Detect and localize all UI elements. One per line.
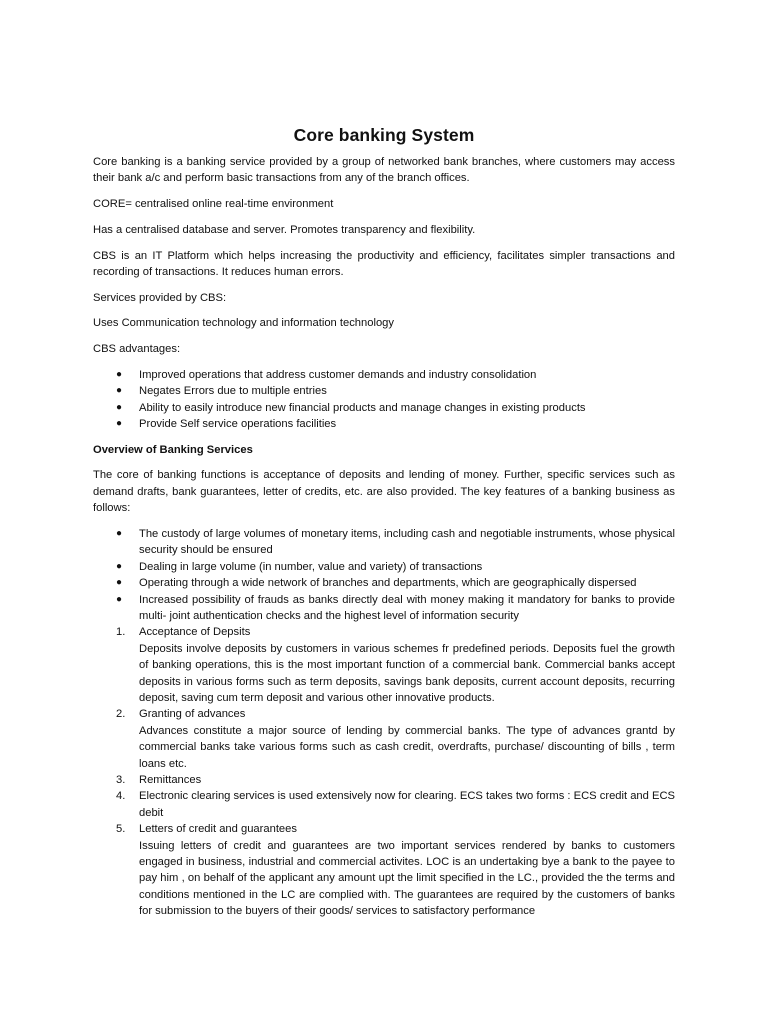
advantage-item [93,367,675,383]
bullet-icon: ● [116,577,123,589]
numbered-item [93,821,675,919]
item-number: 4. [116,790,126,803]
advantage-text: Provide Self service operations facilities [139,417,337,430]
bullet-icon: ● [116,368,123,380]
bullet-icon: ● [116,401,123,413]
numbered-item [93,788,675,821]
item-heading: Acceptance of Depsits [139,626,251,639]
document-content [93,124,675,920]
advantage-text: Improved operations that address customer demands and industry consolidation [139,368,537,381]
feature-text: Dealing in large volume (in number, value and variety) of transactions [139,560,483,573]
cbs-platform-paragraph: CBS is an IT Platform which helps increasing the productivity and efficiency, facilitates simpler transactions and recording of transactions. It reduces human errors. [93,249,675,278]
bullet-icon: ● [116,527,123,539]
bullet-icon: ● [116,560,123,572]
bullet-icon: ● [116,593,123,605]
item-number: 2. [116,708,126,721]
core-definition: CORE= centralised online real-time environment [93,198,334,211]
item-heading: Remittances [139,773,202,786]
item-number: 5. [116,823,126,836]
advantage-item [93,416,675,432]
banking-services-list [93,624,675,919]
feature-item [93,575,675,591]
feature-item [93,526,675,559]
numbered-item [93,706,675,772]
advantage-text: Ability to easily introduce new financial products and manage changes in existing products [139,401,586,414]
numbered-item [93,624,675,706]
feature-item [93,592,675,625]
bullet-icon: ● [116,385,123,397]
advantages-label: CBS advantages: [93,343,181,356]
item-number: 3. [116,773,126,786]
advantages-list [93,367,675,433]
features-list [93,526,675,624]
intro-paragraph: Core banking is a banking service provided by a group of networked bank branches, where customers may access their bank a/c and perform basic transactions from any of the branch offices. [93,156,675,185]
services-provided-label: Services provided by CBS: [93,291,227,304]
feature-text: The custody of large volumes of monetary items, including cash and negotiable instruments, whose physical security should be ensured [139,527,675,557]
item-body: Advances constitute a major source of lending by commercial banks. The type of advances grantd by commercial banks take various forms such as cash credit, overdrafts, purchase/ discounting of bills , term loans etc. [139,724,675,770]
advantage-item [93,400,675,416]
item-heading: Electronic clearing services is used extensively now for clearing. ECS takes two forms : ECS credit and ECS debit [139,790,675,819]
feature-text: Operating through a wide network of branches and departments, which are geographically dispersed [139,577,637,590]
feature-item [93,559,675,575]
item-heading: Granting of advances [139,708,246,721]
overview-paragraph: The core of banking functions is acceptance of deposits and lending of money. Further, specific services such as demand drafts, bank guarantees, letter of credits, etc. are also provided. The key features of a banking business as follows: [93,469,675,515]
document-title: Core banking System [293,125,475,145]
overview-heading: Overview of Banking Services [93,443,253,456]
item-heading: Letters of credit and guarantees [139,823,297,836]
technology-paragraph: Uses Communication technology and information technology [93,317,394,330]
item-body: Deposits involve deposits by customers in various schemes fr predefined periods. Deposits fuel the growth of banking operations, this is the most important function of a commercial bank. Commercial banks accept deposits in various forms such as term deposits, savings bank deposits, current account deposits, recurring deposit, saving cum term deposit and various other innovative products. [139,642,675,704]
numbered-item [93,772,675,788]
feature-text: Increased possibility of frauds as banks directly deal with money making it mandatory for banks to provide multi- joint authentication checks and the highest level of information security [139,593,675,622]
centralised-database-paragraph: Has a centralised database and server. Promotes transparency and flexibility. [93,223,476,236]
advantage-item [93,383,675,399]
item-body: Issuing letters of credit and guarantees are two important services rendered by banks to customers engaged in business, industrial and commercial activites. LOC is an undertaking bye a bank to the payee to pay him , on behalf of the applicant any amount upt the limit specified in the LC., provided the the terms and conditions mentioned in the LC are complied with. The guarantees are required by the customers of banks for submission to the buyers of their goods/ services to satisfactory performance [139,839,675,918]
advantage-text: Negates Errors due to multiple entries [139,385,327,398]
item-number: 1. [116,626,126,639]
bullet-icon: ● [116,417,123,429]
